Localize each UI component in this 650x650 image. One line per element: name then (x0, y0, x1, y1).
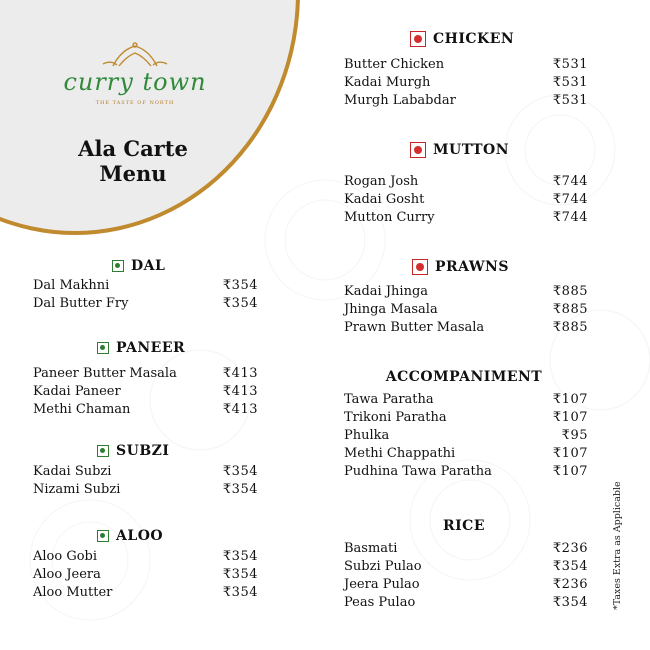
menu-item: Mutton Curry ₹744 (344, 210, 588, 225)
section-items-paneer (33, 365, 258, 419)
nonveg-marker-icon (412, 259, 428, 275)
veg-marker-icon (97, 342, 109, 354)
menu-item: Trikoni Paratha ₹107 (344, 410, 588, 425)
menu-item: Methi Chappathi ₹107 (344, 446, 588, 461)
section-items-rice (344, 540, 588, 612)
menu-title (58, 136, 208, 186)
menu-item: Rogan Josh ₹744 (344, 174, 588, 189)
section-items-chicken (344, 56, 588, 110)
crown-ornament-icon (55, 40, 215, 70)
menu-item: Jeera Pulao ₹236 (344, 577, 588, 592)
taxes-footnote: *Taxes Extra as Applicable (612, 481, 623, 610)
section-heading-paneer: PANEER (97, 340, 185, 356)
veg-marker-icon (97, 445, 109, 457)
menu-item: Kadai Subzi ₹354 (33, 464, 258, 479)
menu-item: Dal Makhni ₹354 (33, 278, 258, 293)
menu-item: Kadai Murgh ₹531 (344, 75, 588, 90)
menu-title-line2: Menu (99, 161, 167, 186)
menu-item: Dal Butter Fry ₹354 (33, 296, 258, 311)
menu-item: Methi Chaman ₹413 (33, 402, 258, 417)
brand-name: curry town (63, 68, 207, 96)
menu-item: Paneer Butter Masala ₹413 (33, 366, 258, 381)
menu-item: Subzi Pulao ₹354 (344, 559, 588, 574)
brand-tagline: THE TASTE OF NORTH (95, 100, 175, 106)
section-items-aloo (33, 548, 258, 602)
section-items-subzi (33, 463, 258, 499)
section-heading-dal: DAL (112, 258, 165, 274)
section-heading-subzi: SUBZI (97, 443, 169, 459)
section-heading-aloo: ALOO (97, 528, 163, 544)
menu-item: Phulka ₹95 (344, 428, 588, 443)
menu-item: Butter Chicken ₹531 (344, 57, 588, 72)
section-heading-mutton: MUTTON (410, 142, 509, 158)
menu-item: Peas Pulao ₹354 (344, 595, 588, 610)
section-items-prawns (344, 283, 588, 337)
menu-item: Pudhina Tawa Paratha ₹107 (344, 464, 588, 479)
menu-item: Nizami Subzi ₹354 (33, 482, 258, 497)
veg-marker-icon (112, 260, 124, 272)
menu-item: Kadai Paneer ₹413 (33, 384, 258, 399)
menu-item: Tawa Paratha ₹107 (344, 392, 588, 407)
section-items-dal (33, 277, 258, 313)
menu-item: Aloo Gobi ₹354 (33, 549, 258, 564)
menu-item: Prawn Butter Masala ₹885 (344, 320, 588, 335)
section-heading-prawns: PRAWNS (412, 259, 509, 275)
menu-item: Kadai Jhinga ₹885 (344, 284, 588, 299)
menu-title-line1: Ala Carte (78, 136, 188, 161)
menu-item: Kadai Gosht ₹744 (344, 192, 588, 207)
section-items-accompaniment (344, 391, 588, 481)
section-heading-accompaniment: ACCOMPANIMENT (385, 369, 543, 385)
nonveg-marker-icon (410, 31, 426, 47)
section-items-mutton (344, 173, 588, 227)
section-heading-rice: RICE (443, 518, 485, 534)
veg-marker-icon (97, 530, 109, 542)
menu-item: Jhinga Masala ₹885 (344, 302, 588, 317)
menu-item: Aloo Jeera ₹354 (33, 567, 258, 582)
menu-item: Basmati ₹236 (344, 541, 588, 556)
nonveg-marker-icon (410, 142, 426, 158)
menu-item: Murgh Lababdar ₹531 (344, 93, 588, 108)
menu-item: Aloo Mutter ₹354 (33, 585, 258, 600)
section-heading-chicken: CHICKEN (410, 31, 514, 47)
brand-logo (55, 40, 215, 106)
